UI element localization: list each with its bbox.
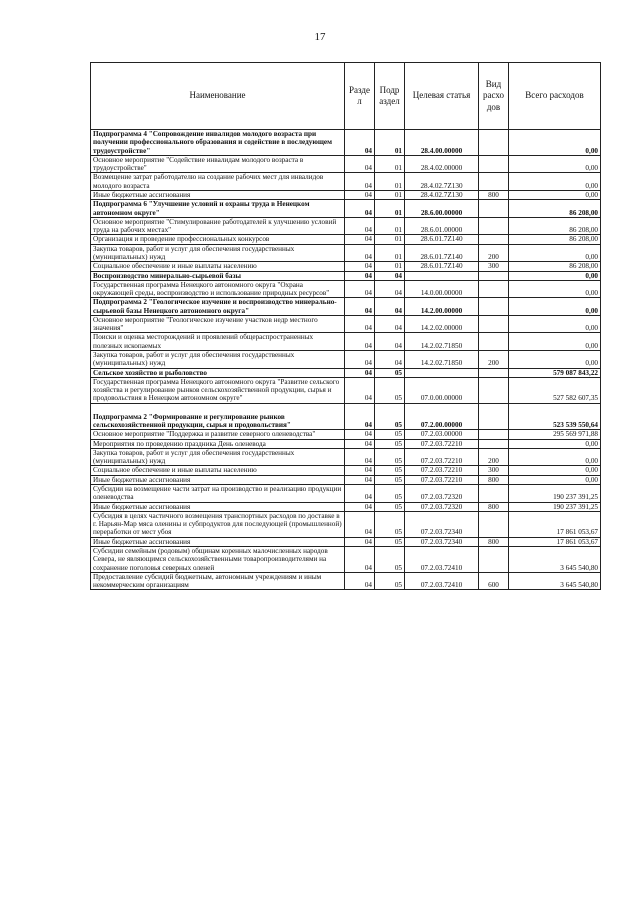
- row-podrazdel: 04: [375, 351, 405, 369]
- row-total: 0,00: [509, 466, 601, 475]
- row-name: Иные бюджетные ассигнования: [91, 537, 345, 546]
- row-vid: [479, 430, 509, 439]
- row-target: 14.0.00.00000: [405, 280, 479, 298]
- row-target: 28.6.01.7Z140: [405, 235, 479, 244]
- row-total: 0,00: [509, 298, 601, 316]
- row-podrazdel: 04: [375, 315, 405, 333]
- table-row: [91, 511, 601, 537]
- row-total: 0,00: [509, 448, 601, 466]
- row-total: 190 237 391,25: [509, 484, 601, 502]
- row-vid: [479, 130, 509, 156]
- row-razdel: 04: [345, 155, 375, 173]
- row-total: 86 208,00: [509, 217, 601, 235]
- row-total: 0,00: [509, 271, 601, 280]
- row-podrazdel: 05: [375, 537, 405, 546]
- row-name: Подпрограмма 4 "Сопровождение инвалидов молодого возраста при получении профессионального образования и содействие в последующем трудоустройстве": [91, 130, 345, 156]
- row-podrazdel: 05: [375, 572, 405, 590]
- row-target: 07.2.03.72210: [405, 466, 479, 475]
- row-total: 86 208,00: [509, 235, 601, 244]
- row-podrazdel: 01: [375, 200, 405, 218]
- row-podrazdel: 05: [375, 403, 405, 430]
- row-vid: [479, 546, 509, 572]
- row-razdel: 04: [345, 430, 375, 439]
- row-razdel: 04: [345, 315, 375, 333]
- row-podrazdel: 05: [375, 484, 405, 502]
- row-podrazdel: 01: [375, 217, 405, 235]
- row-name: Субсидии на возмещение части затрат на производство и реализацию продукции оленеводства: [91, 484, 345, 502]
- table-row: [91, 333, 601, 351]
- header-target: Целевая статья: [405, 63, 479, 130]
- row-vid: 300: [479, 466, 509, 475]
- row-target: 07.2.03.72410: [405, 572, 479, 590]
- row-razdel: 04: [345, 439, 375, 448]
- header-name: Наименование: [91, 63, 345, 130]
- row-total: 0,00: [509, 280, 601, 298]
- row-total: 0,00: [509, 475, 601, 484]
- row-razdel: 04: [345, 368, 375, 377]
- header-vid: Вид расхо дов: [479, 63, 509, 130]
- row-razdel: 04: [345, 262, 375, 271]
- row-razdel: 04: [345, 448, 375, 466]
- row-podrazdel: 05: [375, 439, 405, 448]
- table-body: [91, 130, 601, 590]
- row-podrazdel: 01: [375, 190, 405, 199]
- row-vid: [479, 235, 509, 244]
- row-target: 07.2.03.72340: [405, 511, 479, 537]
- row-target: 07.0.00.00000: [405, 377, 479, 403]
- row-podrazdel: 05: [375, 475, 405, 484]
- row-razdel: 04: [345, 546, 375, 572]
- row-target: 28.4.02.7Z130: [405, 190, 479, 199]
- row-target: 07.2.00.00000: [405, 403, 479, 430]
- table-row: [91, 298, 601, 316]
- row-target: 07.2.03.00000: [405, 430, 479, 439]
- row-name: Основное мероприятие "Содействие инвалидам молодого возраста в трудоустройстве": [91, 155, 345, 173]
- table-row: [91, 466, 601, 475]
- table-row: [91, 315, 601, 333]
- row-razdel: 04: [345, 511, 375, 537]
- row-name: Подпрограмма 2 "Геологическое изучение и воспроизводство минерально-сырьевой базы Ненецкого автономного округа": [91, 298, 345, 316]
- table-row: [91, 351, 601, 369]
- row-vid: 200: [479, 448, 509, 466]
- row-vid: [479, 271, 509, 280]
- row-total: 0,00: [509, 155, 601, 173]
- row-vid: 200: [479, 351, 509, 369]
- row-target: 14.2.00.00000: [405, 298, 479, 316]
- row-vid: [479, 511, 509, 537]
- row-podrazdel: 04: [375, 271, 405, 280]
- row-razdel: 04: [345, 572, 375, 590]
- table-row: [91, 403, 601, 430]
- row-name: Возмещение затрат работодателю на создание рабочих мест для инвалидов молодого возраста: [91, 173, 345, 191]
- table-row: [91, 262, 601, 271]
- row-razdel: 04: [345, 475, 375, 484]
- row-target: 28.4.02.7Z130: [405, 173, 479, 191]
- row-vid: 200: [479, 244, 509, 262]
- row-name: Иные бюджетные ассигнования: [91, 502, 345, 511]
- row-razdel: 04: [345, 280, 375, 298]
- row-razdel: 04: [345, 537, 375, 546]
- row-name: Предоставление субсидий бюджетным, автономным учреждениям и иным некоммерческим организациям: [91, 572, 345, 590]
- row-name: Мероприятия по проведению праздника День оленевода: [91, 439, 345, 448]
- row-podrazdel: 04: [375, 280, 405, 298]
- table-row: [91, 377, 601, 403]
- table-row: [91, 430, 601, 439]
- row-vid: 600: [479, 572, 509, 590]
- row-vid: 800: [479, 475, 509, 484]
- table-row: [91, 537, 601, 546]
- row-target: 28.4.00.00000: [405, 130, 479, 156]
- row-total: 0,00: [509, 333, 601, 351]
- table-row: [91, 502, 601, 511]
- header-total: Всего расходов: [509, 63, 601, 130]
- row-razdel: 04: [345, 403, 375, 430]
- row-vid: [479, 155, 509, 173]
- table-row: [91, 190, 601, 199]
- row-vid: [479, 315, 509, 333]
- row-total: 295 569 971,88: [509, 430, 601, 439]
- row-vid: [479, 200, 509, 218]
- row-razdel: 04: [345, 200, 375, 218]
- row-total: 0,00: [509, 244, 601, 262]
- table-row: [91, 271, 601, 280]
- row-name: Основное мероприятие "Геологическое изучение участков недр местного значения": [91, 315, 345, 333]
- table-row: [91, 155, 601, 173]
- row-vid: [479, 333, 509, 351]
- row-podrazdel: 01: [375, 244, 405, 262]
- row-name: Иные бюджетные ассигнования: [91, 190, 345, 199]
- row-target: [405, 271, 479, 280]
- row-podrazdel: 01: [375, 262, 405, 271]
- table-row: [91, 439, 601, 448]
- table-header-row: [91, 63, 601, 130]
- table-row: [91, 546, 601, 572]
- row-podrazdel: 04: [375, 298, 405, 316]
- row-podrazdel: 05: [375, 502, 405, 511]
- row-total: 190 237 391,25: [509, 502, 601, 511]
- header-razdel: Разде л: [345, 63, 375, 130]
- row-vid: [479, 439, 509, 448]
- row-name: Основное мероприятие "Стимулирование работодателей к улучшению условий труда на рабочих местах": [91, 217, 345, 235]
- row-name: Закупка товаров, работ и услуг для обеспечения государственных (муниципальных) нужд: [91, 448, 345, 466]
- table-row: [91, 200, 601, 218]
- row-vid: [479, 484, 509, 502]
- row-vid: [479, 298, 509, 316]
- row-target: 07.2.03.72210: [405, 475, 479, 484]
- header-podrazdel: Подр аздел: [375, 63, 405, 130]
- row-podrazdel: 05: [375, 546, 405, 572]
- row-razdel: 04: [345, 190, 375, 199]
- row-total: 86 208,00: [509, 262, 601, 271]
- row-target: 28.6.01.00000: [405, 217, 479, 235]
- table-row: [91, 484, 601, 502]
- row-target: 28.6.01.7Z140: [405, 244, 479, 262]
- row-name: Поиски и оценка месторождений и проявлений общераспространенных полезных ископаемых: [91, 333, 345, 351]
- row-vid: 800: [479, 502, 509, 511]
- row-podrazdel: 01: [375, 173, 405, 191]
- row-name: Иные бюджетные ассигнования: [91, 475, 345, 484]
- row-target: 07.2.03.72320: [405, 484, 479, 502]
- row-razdel: 04: [345, 244, 375, 262]
- row-razdel: 04: [345, 217, 375, 235]
- row-razdel: 04: [345, 130, 375, 156]
- table-row: [91, 217, 601, 235]
- row-name: Воспроизводство минерально-сырьевой базы: [91, 271, 345, 280]
- table-row: [91, 173, 601, 191]
- row-name: Подпрограмма 2 "Формирование и регулирование рынков сельскохозяйственной продукции, сырья и продовольствия": [91, 403, 345, 430]
- row-vid: [479, 280, 509, 298]
- row-target: 07.2.03.72210: [405, 448, 479, 466]
- table-row: [91, 244, 601, 262]
- table-row: [91, 235, 601, 244]
- row-total: 523 539 550,64: [509, 403, 601, 430]
- row-razdel: 04: [345, 298, 375, 316]
- row-vid: [479, 173, 509, 191]
- row-podrazdel: 05: [375, 368, 405, 377]
- row-target: 14.2.02.71850: [405, 351, 479, 369]
- row-total: 579 087 843,22: [509, 368, 601, 377]
- row-razdel: 04: [345, 173, 375, 191]
- row-podrazdel: 01: [375, 235, 405, 244]
- row-target: 28.6.01.7Z140: [405, 262, 479, 271]
- row-razdel: 04: [345, 333, 375, 351]
- row-razdel: 04: [345, 351, 375, 369]
- row-vid: [479, 368, 509, 377]
- row-podrazdel: 05: [375, 511, 405, 537]
- row-total: 86 208,00: [509, 200, 601, 218]
- row-name: Социальное обеспечение и иные выплаты населению: [91, 262, 345, 271]
- row-total: 3 645 540,80: [509, 546, 601, 572]
- row-name: Субсидии семейным (родовым) общинам коренных малочисленных народов Севера, не являющимся сельскохозяйственными товаропроизводителями на сохранение поголовья северных оленей: [91, 546, 345, 572]
- row-name: Социальное обеспечение и иные выплаты населению: [91, 466, 345, 475]
- row-vid: [479, 403, 509, 430]
- row-vid: 800: [479, 537, 509, 546]
- row-total: 0,00: [509, 130, 601, 156]
- row-name: Основное мероприятие "Поддержка и развитие северного оленеводства": [91, 430, 345, 439]
- row-target: 07.2.03.72410: [405, 546, 479, 572]
- row-total: 0,00: [509, 173, 601, 191]
- row-total: 0,00: [509, 315, 601, 333]
- row-vid: 800: [479, 190, 509, 199]
- row-total: 3 645 540,80: [509, 572, 601, 590]
- row-podrazdel: 01: [375, 130, 405, 156]
- row-vid: [479, 217, 509, 235]
- table-row: [91, 572, 601, 590]
- row-name: Государственная программа Ненецкого автономного округа "Охрана окружающей среды, воспроизводство и использование природных ресурсов": [91, 280, 345, 298]
- row-podrazdel: 04: [375, 333, 405, 351]
- row-name: Государственная программа Ненецкого автономного округа "Развитие сельского хозяйства и регулирование рынков сельскохозяйственной продукции, сырья и продовольствия в Ненецком автономном округе": [91, 377, 345, 403]
- row-name: Субсидия в целях частичного возмещения транспортных расходов по доставке в г. Нарьян-Мар мяса оленины и субпродуктов для последующей (промышленной) переработки от мест убоя: [91, 511, 345, 537]
- row-name: Закупка товаров, работ и услуг для обеспечения государственных (муниципальных) нужд: [91, 351, 345, 369]
- row-podrazdel: 05: [375, 377, 405, 403]
- row-podrazdel: 05: [375, 430, 405, 439]
- row-target: 07.2.03.72340: [405, 537, 479, 546]
- row-razdel: 04: [345, 235, 375, 244]
- row-razdel: 04: [345, 466, 375, 475]
- row-name: Закупка товаров, работ и услуг для обеспечения государственных (муниципальных) нужд: [91, 244, 345, 262]
- table-row: [91, 280, 601, 298]
- budget-table: [90, 62, 601, 590]
- row-total: 0,00: [509, 351, 601, 369]
- row-podrazdel: 05: [375, 466, 405, 475]
- row-vid: [479, 377, 509, 403]
- table-row: [91, 130, 601, 156]
- table-row: [91, 448, 601, 466]
- row-razdel: 04: [345, 502, 375, 511]
- row-name: Сельское хозяйство и рыболовство: [91, 368, 345, 377]
- row-razdel: 04: [345, 271, 375, 280]
- row-total: 527 582 607,35: [509, 377, 601, 403]
- row-podrazdel: 01: [375, 155, 405, 173]
- row-name: Организация и проведение профессиональных конкурсов: [91, 235, 345, 244]
- row-target: 07.2.03.72210: [405, 439, 479, 448]
- row-vid: 300: [479, 262, 509, 271]
- row-total: 0,00: [509, 439, 601, 448]
- row-podrazdel: 05: [375, 448, 405, 466]
- row-total: 17 861 053,67: [509, 537, 601, 546]
- row-total: 17 861 053,67: [509, 511, 601, 537]
- row-target: [405, 368, 479, 377]
- row-target: 28.4.02.00000: [405, 155, 479, 173]
- row-name: Подпрограмма 6 "Улучшение условий и охраны труда в Ненецком автономном округе": [91, 200, 345, 218]
- row-razdel: 04: [345, 377, 375, 403]
- row-target: 14.2.02.71850: [405, 333, 479, 351]
- page-number: 17: [314, 31, 326, 43]
- row-target: 07.2.03.72320: [405, 502, 479, 511]
- table-row: [91, 475, 601, 484]
- row-target: 28.6.00.00000: [405, 200, 479, 218]
- row-razdel: 04: [345, 484, 375, 502]
- table-row: [91, 368, 601, 377]
- row-target: 14.2.02.00000: [405, 315, 479, 333]
- row-total: 0,00: [509, 190, 601, 199]
